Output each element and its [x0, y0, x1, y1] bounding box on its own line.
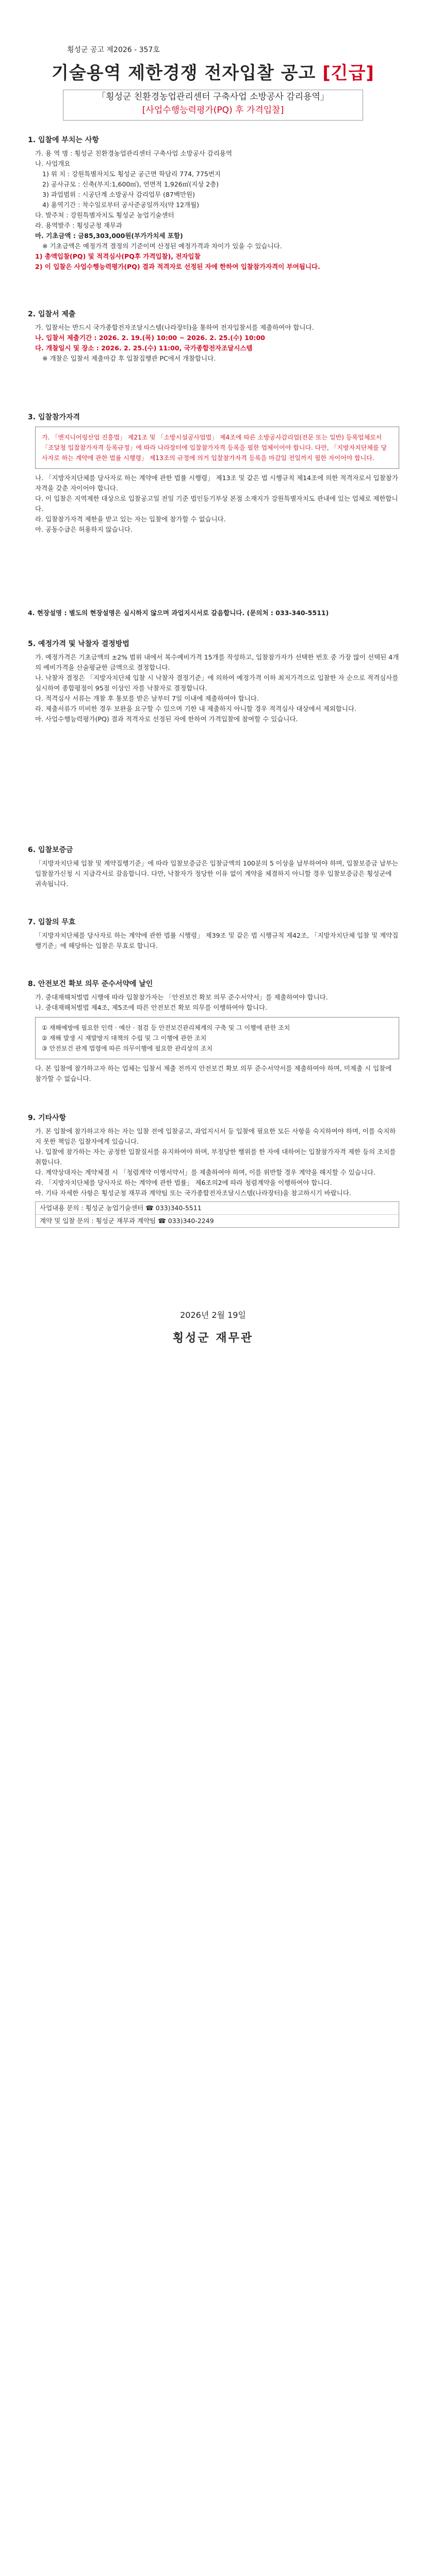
section-text: 「지방자치단체를 당사자로 하는 계약에 관한 법률 시행령」 제39조 및 같은 법 시행규칙 제42조, 「지방자치단체 입찰 및 계약집행기준」에 해당하는 입찰은 무효로 합니다. [35, 931, 399, 950]
contact-contract: 계약 및 입찰 문의 : 횡성군 재무과 계약팀 ☎ 033)340-2249 [40, 1217, 214, 1225]
list-item: 나. 「지방자치단체를 당사자로 하는 계약에 관한 법률 시행령」 제13조 및 같은 법 시행규칙 제14조에 의한 적격자로서 입찰참가자격을 갖춘 자이어야 합니다. [35, 474, 398, 492]
list-item: 마. 공동수급은 허용하지 않습니다. [35, 526, 133, 533]
list-item: ※ 기초금액은 예정가격 결정의 기준이며 산정된 예정가격과 차이가 있을 수 있습니다. [42, 242, 282, 250]
site-briefing: 4. 현장설명 : 별도의 현장설명은 실시하지 않으며 과업지시서로 갈음합니다. (문의처 : 033-340-5511) [28, 609, 329, 617]
list-item: ※ 개찰은 입찰서 제출마감 후 입찰집행관 PC에서 개찰합니다. [42, 354, 216, 362]
list-item: 4) 용역기간 : 착수일로부터 공사준공일까지(약 12개월) [42, 201, 200, 209]
issuer-signature: 횡성군 재무관 [172, 1332, 254, 1345]
list-item: 가. 중대재해처벌법 시행에 따라 입찰참가자는 「안전보건 확보 의무 준수서약서」를 제출하여야 합니다. [35, 993, 328, 1001]
list-item: 다. 발주처 : 강원특별자치도 횡성군 농업기술센터 [35, 211, 174, 219]
contact-table [35, 1201, 399, 1228]
safety-duty-box: ① 재해예방에 필요한 인력 · 예산 · 점검 등 안전보건관리체계의 구축 및 그 이행에 관한 조치 ② 재해 발생 시 재발방지 대책의 수립 및 그 이행에 관한 조치 ③ 안전보건 관계 법령에 따른 의무이행에 필요한 관리상의 조치 [35, 1017, 399, 1059]
section-5 [28, 639, 399, 724]
list-item: 마. 기초금액 : 금85,303,000원(부가가치세 포함) [35, 232, 183, 240]
section-4 [28, 608, 399, 618]
list-item: 가. 입찰서는 반드시 국가종합전자조달시스템(나라장터)을 통하여 전자입찰서를 제출하여야 합니다. [35, 324, 314, 331]
list-item: 다. 이 입찰은 지역제한 대상으로 입찰공고일 전일 기준 법인등기부상 본점 소재지가 강원특별자치도 관내에 있는 업체로 제한합니다. [35, 495, 398, 513]
section-1 [28, 135, 399, 272]
section-heading: 7. 입찰의 무효 [28, 918, 76, 926]
urgent-tag: [긴급] [322, 63, 374, 83]
section-heading: 8. 안전보건 확보 의무 준수서약에 날인 [28, 980, 153, 988]
section-text: 「지방자치단체 입찰 및 계약집행기준」에 따라 입찰보증금은 입찰금액의 100분의 5 이상을 납부하여야 하며, 입찰보증금 납부는 입찰참가신청 시 지급각서로 갈음합니다. 다만, 낙찰자가 정당한 이유 없이 계약을 체결하지 아니할 경우 입찰보증금은 횡성군에 귀속됩니다. [35, 859, 399, 888]
list-item: 2) 공사규모 : 신축(부지:1,600㎡), 연면적 1,926㎡(지상 2층) [42, 180, 219, 188]
list-item: 가. 예정가격은 기초금액의 ±2% 범위 내에서 복수예비가격 15개를 작성하고, 입찰참가자가 선택한 번호 중 가장 많이 선택된 4개의 예비가격을 산술평균한 금액으로 결정합니다. [35, 653, 399, 671]
list-item: 3) 과업범위 : 시공단계 소방공사 감리업무 (87백만원) [42, 191, 195, 198]
list-item: 다. 계약상대자는 계약체결 시 「청렴계약 이행서약서」를 제출하여야 하며, 이를 위반할 경우 계약을 해지할 수 있습니다. [35, 1168, 376, 1176]
notice-date: 2026년 2월 19일 [180, 1310, 246, 1320]
list-item: 라. 제출서류가 미비한 경우 보완을 요구할 수 있으며 기한 내 제출하지 아니할 경우 적격심사 대상에서 제외합니다. [35, 705, 356, 713]
section-9 [28, 1113, 399, 1228]
section-2 [28, 309, 399, 364]
subtitle-box [63, 90, 363, 121]
list-item: 가. 용 역 명 : 횡성군 친환경농업관리센터 구축사업 소방공사 감리용역 [35, 149, 233, 157]
list-item: 1) 위 치 : 강원특별자치도 횡성군 공근면 학담리 774, 775번지 [42, 170, 221, 178]
list-item: 나. 중대재해처벌법 제4조, 제5조에 따른 안전보건 확보 의무를 이행하여야 합니다. [35, 1004, 267, 1011]
section-7 [28, 917, 399, 951]
list-item: 라. 입찰참가자격 제한을 받고 있는 자는 입찰에 참가할 수 없습니다. [35, 515, 226, 523]
list-item: 마. 사업수행능력평가(PQ) 결과 적격자로 선정된 자에 한하여 가격입찰에 참여할 수 있습니다. [35, 715, 298, 723]
title-main: 기술용역 제한경쟁 전자입찰 공고 [52, 63, 316, 83]
section-6 [28, 845, 399, 889]
eligibility-box: 가. 「엔지니어링산업 진흥법」 제21조 및 「소방시설공사업법」 제4조에 따른 소방공사감리업(전문 또는 일반) 등록업체로서 「조달청 입찰참가자격 등록규정」에 따라 나라장터에 입찰참가자격 등록을 필한 업체이어야 합니다. 다만, 「지방자치단체를 당사자로 하는 계약에 관한 법률 시행령」 제13조의 규정에 의거 입찰참가자격 등록을 마감일 전일까지 필한 자이어야 합니다. [35, 427, 399, 469]
list-item: 나. 낙찰자 결정은 「지방자치단체 입찰 시 낙찰자 결정기준」에 의하여 예정가격 이하 최저가격으로 입찰한 자 순으로 적격심사를 실시하여 종합평점이 95점 이상인 자를 낙찰자로 결정합니다. [35, 674, 399, 692]
notice-document [6, 0, 420, 2576]
list-item: 라. 용역발주 : 횡성군청 재무과 [35, 222, 122, 229]
subtitle-line-2: [사업수행능력평가(PQ) 후 가격입찰] [142, 105, 284, 115]
section-8 [28, 979, 399, 1084]
list-item: 나. 입찰서 제출기간 : 2026. 2. 19.(목) 10:00 ~ 2026. 2. 25.(수) 10:00 [35, 334, 265, 342]
list-item: 나. 사업개요 [35, 160, 71, 167]
section-3 [28, 412, 399, 535]
section-heading: 1. 입찰에 부치는 사항 [28, 136, 99, 144]
subtitle-line-1: 「횡성군 친환경농업관리센터 구축사업 소방공사 감리용역」 [97, 92, 329, 102]
list-item: 가. 본 입찰에 참가하고자 하는 자는 입찰 전에 입찰공고, 과업지시서 등 입찰에 필요한 모든 사항을 숙지하여야 하며, 이를 숙지하지 못한 책임은 입찰자에게 있습니다. [35, 1127, 396, 1145]
section-heading: 2. 입찰서 제출 [28, 310, 76, 318]
list-item: 2) 이 입찰은 사업수행능력평가(PQ) 결과 적격자로 선정된 자에 한하여 입찰참가자격이 부여됩니다. [35, 263, 320, 270]
section-heading: 9. 기타사항 [28, 1114, 67, 1122]
section-heading: 5. 예정가격 및 낙찰자 결정방법 [28, 640, 129, 648]
list-item: 다. 적격심사 서류는 개찰 후 통보를 받은 날부터 7일 이내에 제출하여야 합니다. [35, 694, 259, 702]
list-item: 라. 「지방자치단체를 당사자로 하는 계약에 관한 법률」 제6조의2에 따라 청렴계약을 이행하여야 합니다. [35, 1179, 332, 1187]
list-item: 마. 기타 자세한 사항은 횡성군청 재무과 계약팀 또는 국가종합전자조달시스템(나라장터)을 참고하시기 바랍니다. [35, 1189, 351, 1197]
list-item: 나. 입찰에 참가하는 자는 공정한 입찰질서를 유지하여야 하며, 부정당한 행위를 한 자에 대하여는 입찰참가자격 제한 등의 조치를 취합니다. [35, 1148, 396, 1166]
section-heading: 3. 입찰참가자격 [28, 413, 80, 421]
list-item: 1) 총액입찰(PQ) 및 적격심사(PQ후 가격입찰), 전자입찰 [35, 252, 201, 260]
list-item: 다. 본 입찰에 참가하고자 하는 업체는 입찰서 제출 전까지 안전보건 확보 의무 준수서약서를 제출하여야 하며, 미제출 시 입찰에 참가할 수 없습니다. [35, 1064, 392, 1082]
notice-number: 횡성군 공고 제2026 - 357호 [67, 46, 160, 54]
contact-tech: 사업내용 문의 : 횡성군 농업기술센터 ☎ 033)340-5511 [36, 1202, 399, 1215]
list-item: 다. 개찰일시 및 장소 : 2026. 2. 25.(수) 11:00, 국가종합전자조달시스템 [35, 344, 253, 352]
section-heading: 6. 입찰보증금 [28, 846, 73, 854]
notice-title [6, 59, 420, 84]
